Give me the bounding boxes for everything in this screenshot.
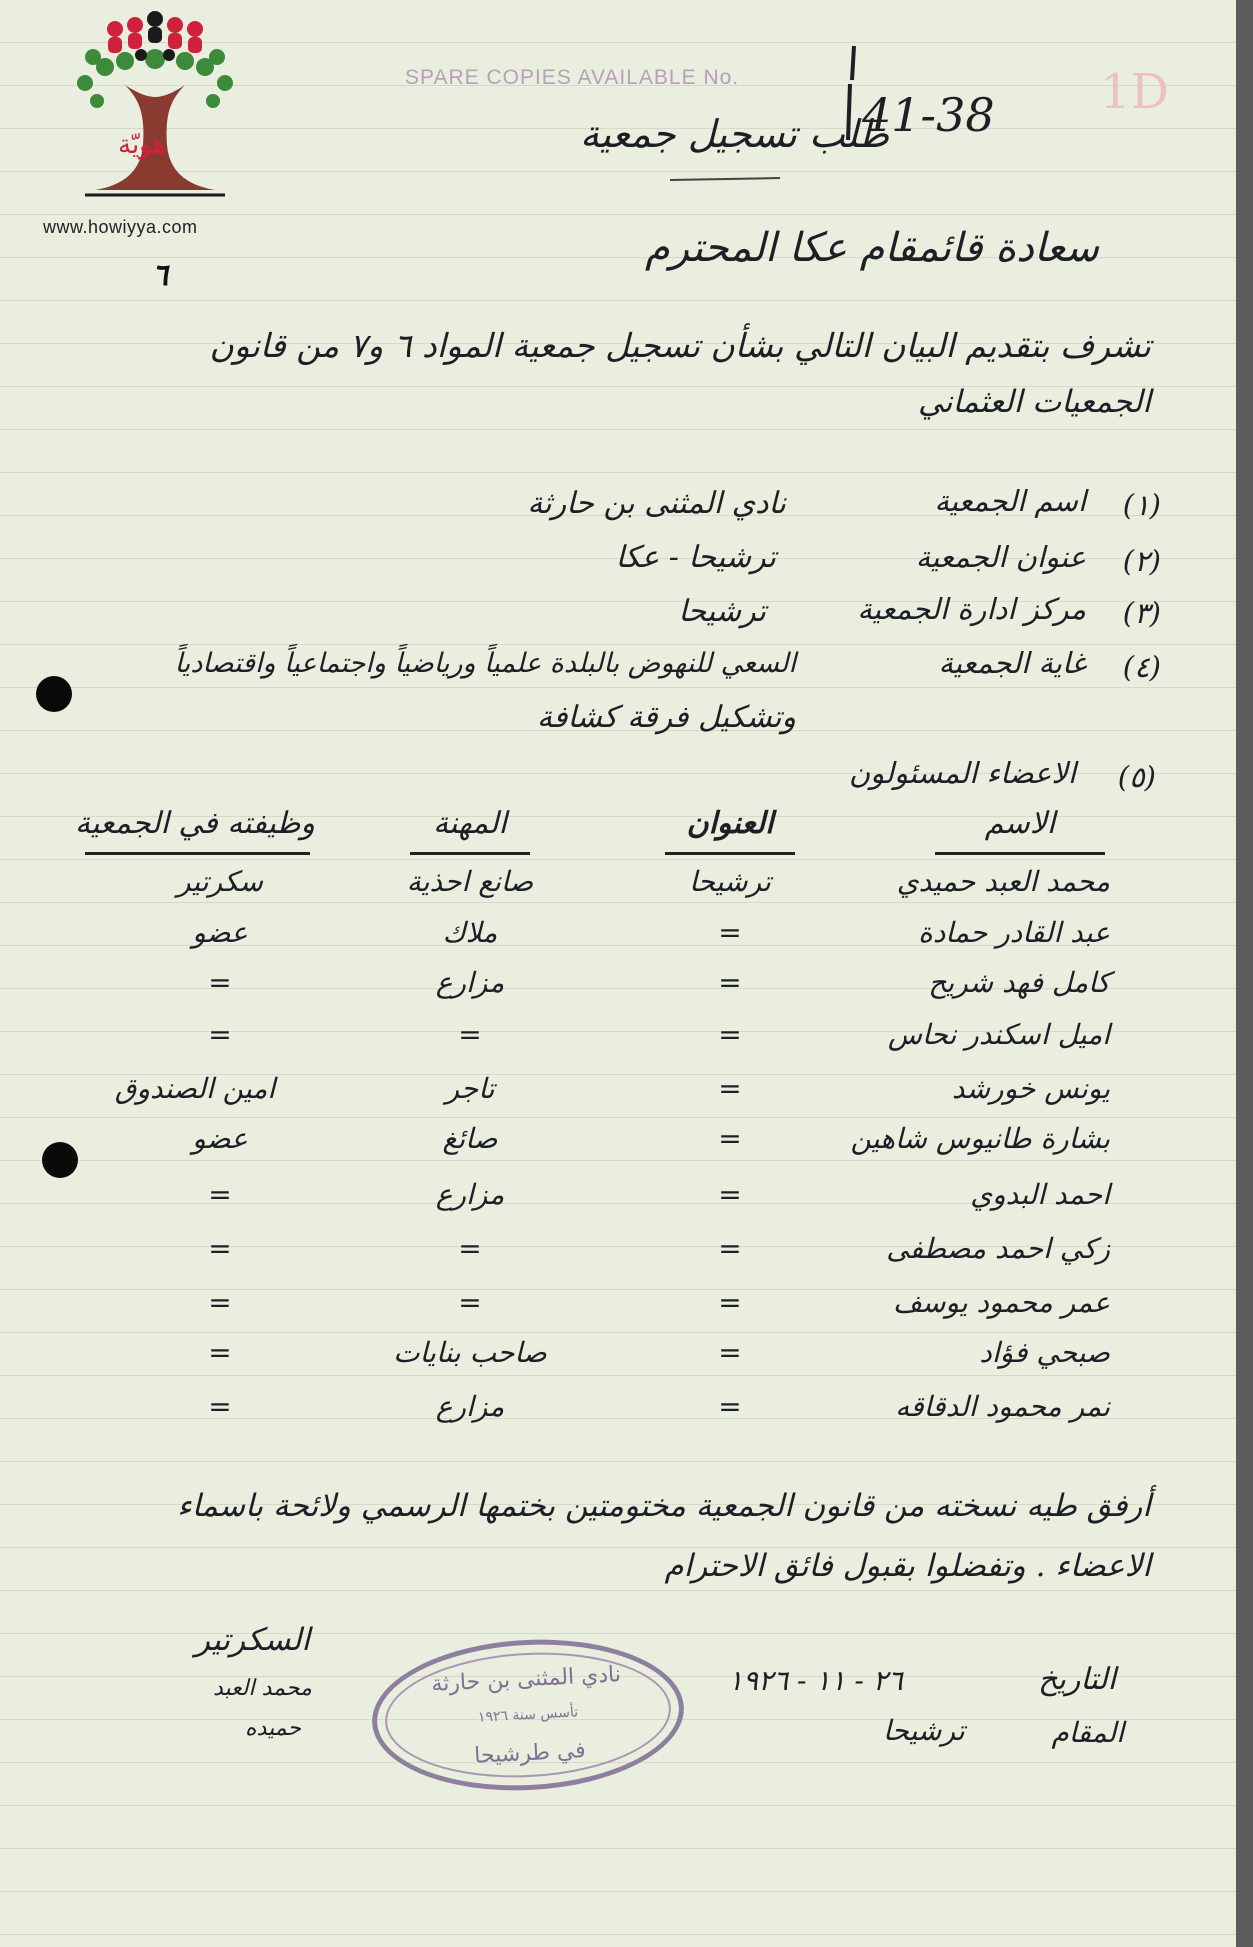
seal-line-1: نادي المثنى بن حارثة: [430, 1662, 622, 1697]
member-name: بشارة طانيوس شاهين: [850, 1122, 1110, 1155]
place-value: ترشيحا: [883, 1714, 965, 1747]
member-role: عضو: [192, 916, 248, 949]
section-mark: ٦: [152, 258, 169, 293]
howiyya-logo: [55, 5, 255, 245]
addressee: سعادة قائمقام عكا المحترم: [645, 225, 1099, 271]
logo-site-url: www.howiyya.com: [43, 217, 198, 237]
closing-line-2: الاعضاء . وتفضلوا بقبول فائق الاحترام: [664, 1548, 1151, 1584]
header-underline-name: [935, 852, 1105, 855]
member-profession: صاحب بنايات: [393, 1336, 547, 1369]
field-label-1: اسم الجمعية: [934, 484, 1086, 518]
date-value: ٢٦ - ١١ - ١٩٢٦: [728, 1664, 903, 1697]
field-label-2: عنوان الجمعية: [915, 540, 1086, 574]
member-name: اميل اسكندر نحاس: [887, 1018, 1110, 1051]
field-number-4: (٤): [1122, 650, 1161, 684]
member-role: =: [208, 1390, 232, 1423]
table-header-profession: المهنة: [433, 806, 507, 841]
intro-line-2: الجمعيات العثماني: [918, 384, 1151, 420]
member-profession: ملاك: [442, 916, 498, 949]
header-underline-role: [85, 852, 310, 855]
closing-line-1: أرفق طيه نسخته من قانون الجمعية مختومتين بختمها الرسمي ولائحة باسماء: [177, 1488, 1151, 1524]
member-profession: مزارع: [435, 1178, 505, 1211]
document-title: طلب تسجيل جمعية: [580, 112, 890, 156]
member-profession: مزارع: [435, 966, 505, 999]
date-label: التاريخ: [1038, 1662, 1116, 1697]
header-underline-profession: [410, 852, 530, 855]
member-role: =: [208, 1336, 232, 1369]
member-name: كامل فهد شريح: [928, 966, 1110, 999]
member-name: محمد العبد حميدي: [896, 865, 1110, 898]
member-address: =: [718, 1390, 742, 1423]
table-header-role: وظيفته في الجمعية: [75, 806, 315, 841]
scan-edge: [1236, 0, 1253, 1947]
member-address: =: [718, 1232, 742, 1265]
seal-line-3: في طرشيحا: [473, 1738, 587, 1769]
member-role: =: [208, 1286, 232, 1319]
member-role: =: [208, 1178, 232, 1211]
punch-hole: [36, 676, 72, 712]
place-label: المقام: [1051, 1716, 1124, 1749]
file-reference: 41-38: [862, 88, 995, 142]
member-profession: =: [458, 1286, 482, 1319]
field-value-4: السعي للنهوض بالبلدة علمياً ورياضياً واجتماعياً واقتصادياً: [174, 648, 796, 679]
signature-name-line-2: حميده: [245, 1716, 302, 1741]
member-profession: =: [458, 1018, 482, 1051]
field-value-4-continued: وتشكيل فرقة كشافة: [537, 700, 796, 735]
member-address: =: [718, 966, 742, 999]
member-address: =: [718, 1286, 742, 1319]
field-value-2: ترشيحا - عكا: [615, 540, 776, 575]
club-seal-stamp: [368, 1632, 687, 1798]
member-role: =: [208, 1018, 232, 1051]
member-role: =: [208, 1232, 232, 1265]
table-header-name: الاسم: [984, 806, 1056, 841]
field-label-3: مركز ادارة الجمعية: [857, 592, 1086, 626]
member-profession: صانع احذية: [406, 865, 534, 898]
intro-line-1: تشرف بتقديم البيان التالي بشأن تسجيل جمعية المواد ٦ و٧ من قانون: [209, 326, 1151, 365]
member-profession: صائغ: [442, 1122, 498, 1155]
members-section-number: (٥): [1117, 760, 1156, 794]
member-profession: مزارع: [435, 1390, 505, 1423]
member-name: عبد القادر حمادة: [918, 916, 1110, 949]
field-number-2: (٢): [1122, 544, 1161, 578]
member-name: يونس خورشد: [951, 1072, 1110, 1105]
member-role: =: [208, 966, 232, 999]
member-address: =: [718, 1122, 742, 1155]
member-address: ترشيحا: [689, 865, 771, 898]
spare-copies-stamp: SPARE COPIES AVAILABLE No.: [405, 66, 740, 89]
member-profession: تاجر: [445, 1072, 495, 1105]
member-name: احمد البدوي: [970, 1178, 1110, 1211]
members-section-label: الاعضاء المسئولون: [848, 756, 1076, 790]
member-name: صبحي فؤاد: [979, 1336, 1110, 1369]
table-header-address: العنوان: [686, 806, 774, 841]
member-address: =: [718, 1178, 742, 1211]
member-name: زكي احمد مصطفى: [886, 1232, 1110, 1265]
field-label-4: غاية الجمعية: [938, 646, 1086, 680]
field-number-1: (١): [1122, 488, 1161, 522]
field-value-3: ترشيحا: [678, 594, 766, 629]
member-name: عمر محمود يوسف: [892, 1286, 1110, 1319]
member-address: =: [718, 1072, 742, 1105]
header-underline-address: [665, 852, 795, 855]
field-value-1: نادي المثنى بن حارثة: [527, 486, 786, 521]
tree-emblem-icon: [55, 5, 255, 245]
signature-title: السكرتير: [195, 1622, 311, 1658]
page-number-stamp: 1D: [1100, 64, 1170, 120]
member-address: =: [718, 1336, 742, 1369]
seal-line-2: تأسس سنة ١٩٢٦: [477, 1704, 579, 1726]
field-number-3: (٣): [1122, 596, 1161, 630]
logo-wordmark: هويّة: [118, 130, 167, 160]
signature-name-line-1: محمد العبد: [213, 1676, 312, 1701]
member-role: عضو: [192, 1122, 248, 1155]
member-role: سكرتير: [176, 865, 264, 898]
title-underline: [670, 177, 780, 181]
member-name: نمر محمود الدقاقه: [895, 1390, 1110, 1423]
member-address: =: [718, 916, 742, 949]
member-profession: =: [458, 1232, 482, 1265]
punch-hole: [42, 1142, 78, 1178]
member-role: امين الصندوق: [114, 1072, 276, 1105]
member-address: =: [718, 1018, 742, 1051]
